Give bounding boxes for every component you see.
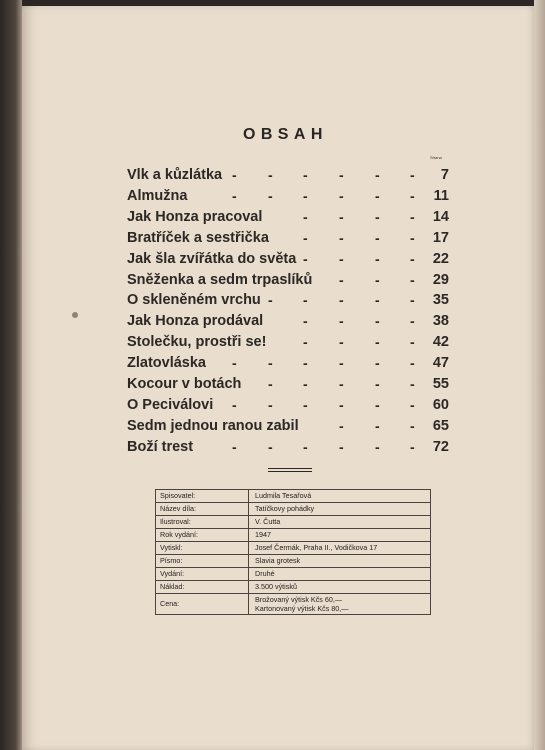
leader-dash: - xyxy=(268,167,273,183)
leader-dash: - xyxy=(375,167,380,183)
leader-dash: - xyxy=(375,271,380,288)
toc-entry-page: 47 xyxy=(432,355,449,372)
imprint-value: V. Čutta xyxy=(249,516,431,529)
leader-dash: - xyxy=(339,438,344,455)
toc-entry-title: Vlk a kůzlátka xyxy=(127,167,223,183)
toc-entry-title: Almužna xyxy=(127,187,188,204)
leader-dash: - xyxy=(268,187,273,204)
leader-dash: - xyxy=(339,250,344,267)
page-column-label: Strana xyxy=(430,155,442,160)
imprint-label: Ilustroval: xyxy=(156,516,249,529)
imprint-label: Náklad: xyxy=(156,581,249,594)
imprint-value: Josef Čermák, Praha II., Vodičkova 17 xyxy=(249,542,431,555)
imprint-value-line: Kartonovaný výtisk Kčs 80,— xyxy=(255,604,349,613)
leader-dash: - xyxy=(232,438,237,455)
leader-dash: - xyxy=(339,376,344,392)
imprint-value: Slavia grotesk xyxy=(249,555,431,568)
leader-dash: - xyxy=(410,334,415,351)
toc-entry xyxy=(0,313,545,333)
toc-entry-page: 29 xyxy=(432,271,449,288)
leader-dash: - xyxy=(303,334,308,351)
toc-entry xyxy=(0,355,545,375)
leader-dash: - xyxy=(339,187,344,204)
imprint-value: Druhé xyxy=(249,568,431,581)
leader-dash: - xyxy=(375,292,380,309)
toc-entry-page: 60 xyxy=(432,396,449,413)
leader-dash: - xyxy=(375,376,380,392)
imprint-row xyxy=(156,555,431,568)
leader-dash: - xyxy=(268,396,273,413)
leader-dash: - xyxy=(303,438,308,455)
leader-dash: - xyxy=(375,187,380,204)
toc-heading: OBSAH xyxy=(243,126,328,143)
leader-dash: - xyxy=(303,167,308,183)
imprint-label: Vytiskl: xyxy=(156,542,249,555)
toc-entry-page: 42 xyxy=(432,334,449,351)
toc-entry xyxy=(0,418,545,438)
imprint-label: Název díla: xyxy=(156,503,249,516)
toc-entry xyxy=(0,167,545,187)
leader-dash: - xyxy=(410,438,415,455)
imprint-row xyxy=(156,568,431,581)
leader-dash: - xyxy=(339,292,344,309)
imprint-row xyxy=(156,542,431,555)
toc-entry-title: Sedm jednou ranou zabil xyxy=(127,417,299,434)
leader-dash: - xyxy=(375,396,380,413)
divider-rule xyxy=(268,468,312,472)
leader-dash: - xyxy=(232,167,237,183)
toc-entry xyxy=(0,397,545,417)
toc-entry xyxy=(0,209,545,229)
leader-dash: - xyxy=(303,396,308,413)
leader-dash: - xyxy=(410,376,415,392)
leader-dash: - xyxy=(410,313,415,330)
imprint-row xyxy=(156,581,431,594)
leader-dash: - xyxy=(232,396,237,413)
leader-dash: - xyxy=(375,334,380,351)
imprint-label: Cena: xyxy=(156,594,249,615)
leader-dash: - xyxy=(410,355,415,372)
leader-dash: - xyxy=(375,313,380,330)
leader-dash: - xyxy=(410,271,415,288)
imprint-value xyxy=(249,594,431,615)
imprint-label: Vydání: xyxy=(156,568,249,581)
imprint-value: 1947 xyxy=(249,529,431,542)
toc-entry xyxy=(0,292,545,312)
leader-dash: - xyxy=(303,250,308,267)
toc-entry-title: O skleněném vrchu xyxy=(127,292,261,309)
imprint-value-line: Brožovaný výtisk Kčs 60,— xyxy=(255,595,343,604)
toc-entry-page: 38 xyxy=(432,313,449,330)
imprint-row xyxy=(156,529,431,542)
leader-dash: - xyxy=(375,438,380,455)
imprint-label: Písmo: xyxy=(156,555,249,568)
toc-entry-title: O Peciválovi xyxy=(127,396,214,413)
imprint-label: Spisovatel: xyxy=(156,490,249,503)
leader-dash: - xyxy=(339,396,344,413)
leader-dash: - xyxy=(339,334,344,351)
leader-dash: - xyxy=(410,396,415,413)
toc-entry-title: Jak Honza prodával xyxy=(127,313,264,330)
toc-entry-title: Kocour v botách xyxy=(127,376,242,392)
imprint-value: Tatíčkovy pohádky xyxy=(249,503,431,516)
leader-dash: - xyxy=(339,417,344,434)
leader-dash: - xyxy=(375,208,380,225)
imprint-row xyxy=(156,490,431,503)
leader-dash: - xyxy=(410,292,415,309)
leader-dash: - xyxy=(268,355,273,372)
toc-entry-title: Jak Honza pracoval xyxy=(127,208,263,225)
leader-dash: - xyxy=(375,355,380,372)
imprint-label: Rok vydání: xyxy=(156,529,249,542)
leader-dash: - xyxy=(232,187,237,204)
leader-dash: - xyxy=(339,229,344,246)
toc-entry xyxy=(0,272,545,292)
toc-entry-page: 35 xyxy=(432,292,449,309)
toc-entry-page: 7 xyxy=(440,167,449,183)
leader-dash: - xyxy=(375,250,380,267)
leader-dash: - xyxy=(410,417,415,434)
leader-dash: - xyxy=(410,250,415,267)
toc-entry-page: 11 xyxy=(433,187,449,204)
leader-dash: - xyxy=(268,292,273,309)
leader-dash: - xyxy=(303,187,308,204)
toc-entry-page: 55 xyxy=(432,376,449,392)
toc-entry-title: Zlatovláska xyxy=(127,355,206,372)
leader-dash: - xyxy=(375,229,380,246)
leader-dash: - xyxy=(339,208,344,225)
imprint-value: 3.500 výtisků xyxy=(249,581,431,594)
imprint-row xyxy=(156,503,431,516)
leader-dash: - xyxy=(410,187,415,204)
leader-dash: - xyxy=(339,313,344,330)
toc-entry xyxy=(0,439,545,459)
leader-dash: - xyxy=(268,376,273,392)
leader-dash: - xyxy=(303,376,308,392)
leader-dash: - xyxy=(375,417,380,434)
toc-entry-title: Boží trest xyxy=(127,438,194,455)
imprint-value: Ludmila Tesařová xyxy=(249,490,431,503)
toc-entry-page: 65 xyxy=(432,417,449,434)
toc-entry-title: Sněženka a sedm trpaslíků xyxy=(127,271,313,288)
imprint-row xyxy=(156,516,431,529)
leader-dash: - xyxy=(339,355,344,372)
leader-dash: - xyxy=(268,438,273,455)
toc-entry xyxy=(0,251,545,271)
imprint-row xyxy=(156,594,431,615)
toc-entry xyxy=(0,376,545,396)
leader-dash: - xyxy=(303,355,308,372)
toc-entry xyxy=(0,230,545,250)
leader-dash: - xyxy=(339,167,344,183)
toc-entry-page: 72 xyxy=(432,438,449,455)
toc-entry-title: Bratříček a sestřička xyxy=(127,229,269,246)
leader-dash: - xyxy=(232,355,237,372)
leader-dash: - xyxy=(410,229,415,246)
leader-dash: - xyxy=(410,167,415,183)
leader-dash: - xyxy=(303,208,308,225)
toc-entry-page: 14 xyxy=(432,208,449,225)
toc-entry-title: Stolečku, prostři se! xyxy=(127,334,267,351)
toc-entry xyxy=(0,188,545,208)
leader-dash: - xyxy=(303,313,308,330)
leader-dash: - xyxy=(410,208,415,225)
leader-dash: - xyxy=(303,292,308,309)
toc-entry-title: Jak šla zvířátka do světa xyxy=(127,250,297,267)
toc-entry-page: 17 xyxy=(432,229,449,246)
imprint-table xyxy=(155,489,431,615)
toc-entry xyxy=(0,334,545,354)
leader-dash: - xyxy=(339,271,344,288)
toc-entry-page: 22 xyxy=(432,250,449,267)
leader-dash: - xyxy=(303,229,308,246)
